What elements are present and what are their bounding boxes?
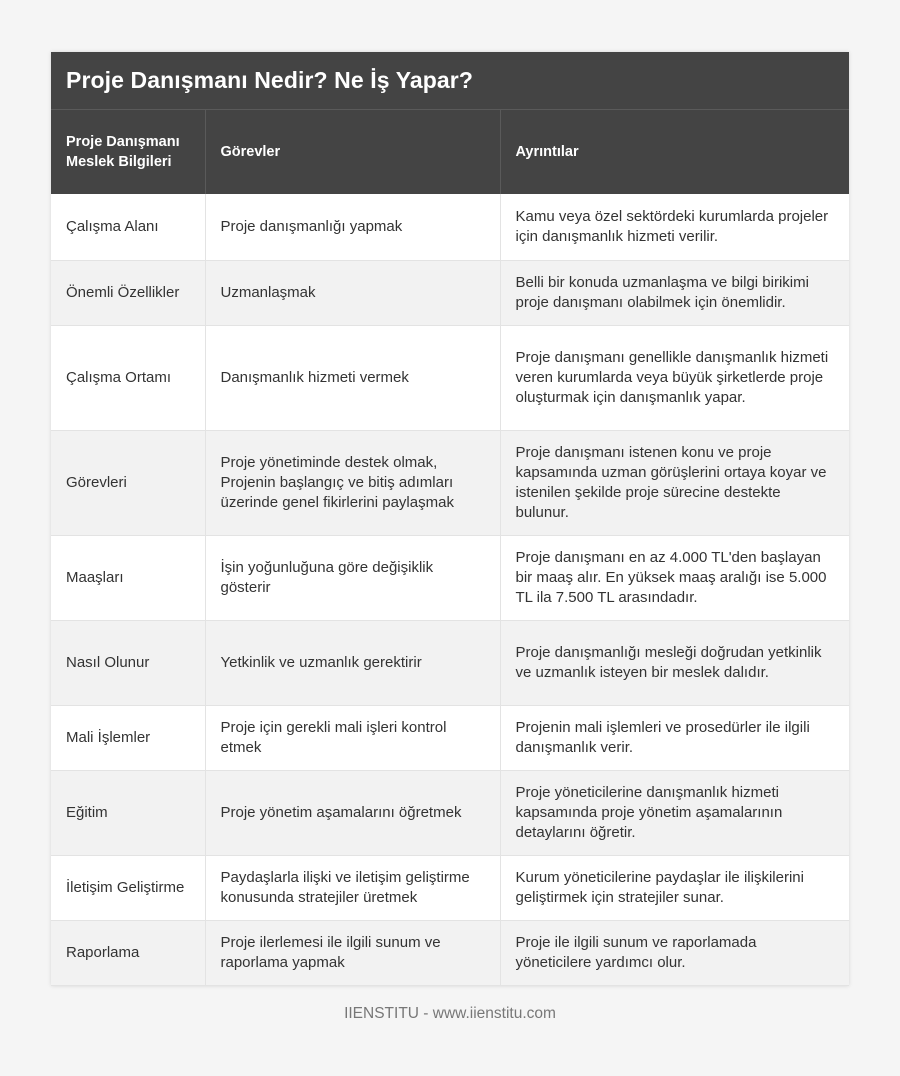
row-detail: Proje ile ilgili sunum ve raporlamada yöneticilere yardımcı olur.: [500, 920, 849, 985]
row-detail: Belli bir konuda uzmanlaşma ve bilgi birikimi proje danışmanı olabilmek için önemlidir.: [500, 260, 849, 325]
column-header-duties: Görevler: [205, 110, 500, 194]
row-duty: Proje danışmanlığı yapmak: [205, 194, 500, 260]
row-detail: Proje yöneticilerine danışmanlık hizmeti kapsamında proje yönetim aşamalarının detaylarını öğretir.: [500, 770, 849, 855]
table-row: [51, 325, 849, 430]
row-detail: Kurum yöneticilerine paydaşlar ile ilişkilerini geliştirmek için stratejiler sunar.: [500, 855, 849, 920]
table-row: [51, 705, 849, 770]
table-row: [51, 430, 849, 535]
row-detail: Projenin mali işlemleri ve prosedürler ile ilgili danışmanlık verir.: [500, 705, 849, 770]
table-row: [51, 260, 849, 325]
row-label: Çalışma Ortamı: [51, 325, 205, 430]
row-duty: Proje için gerekli mali işleri kontrol etmek: [205, 705, 500, 770]
info-table: [51, 110, 849, 986]
table-row: [51, 770, 849, 855]
table-row: [51, 194, 849, 260]
row-duty: Yetkinlik ve uzmanlık gerektirir: [205, 620, 500, 705]
row-duty: Proje yönetiminde destek olmak, Projenin başlangıç ve bitiş adımları üzerinde genel fikirlerini paylaşmak: [205, 430, 500, 535]
row-label: Çalışma Alanı: [51, 194, 205, 260]
table-row: [51, 620, 849, 705]
row-detail: Proje danışmanı en az 4.000 TL'den başlayan bir maaş alır. En yüksek maaş aralığı ise 5.000 TL ila 7.500 TL arasındadır.: [500, 535, 849, 620]
row-label: Maaşları: [51, 535, 205, 620]
row-label: Eğitim: [51, 770, 205, 855]
row-label: Mali İşlemler: [51, 705, 205, 770]
row-label: Nasıl Olunur: [51, 620, 205, 705]
row-duty: Danışmanlık hizmeti vermek: [205, 325, 500, 430]
row-label: Raporlama: [51, 920, 205, 985]
row-detail: Proje danışmanı istenen konu ve proje kapsamında uzman görüşlerini ortaya koyar ve istenilen şekilde proje sürecine destekte bulunur.: [500, 430, 849, 535]
column-header-details: Ayrıntılar: [500, 110, 849, 194]
row-label: İletişim Geliştirme: [51, 855, 205, 920]
table-row: [51, 535, 849, 620]
row-detail: Kamu veya özel sektördeki kurumlarda projeler için danışmanlık hizmeti verilir.: [500, 194, 849, 260]
footer-credit: IIENSTITU - www.iienstitu.com: [344, 1005, 556, 1022]
page-title: Proje Danışmanı Nedir? Ne İş Yapar?: [66, 67, 473, 93]
table-header-row: [51, 110, 849, 194]
row-detail: Proje danışmanı genellikle danışmanlık hizmeti veren kurumlarda veya büyük şirketlerde proje oluşturmak için danışmanlık yapar.: [500, 325, 849, 430]
row-duty: Paydaşlarla ilişki ve iletişim geliştirme konusunda stratejiler üretmek: [205, 855, 500, 920]
row-duty: Proje yönetim aşamalarını öğretmek: [205, 770, 500, 855]
table-row: [51, 920, 849, 985]
row-duty: İşin yoğunluğuna göre değişiklik gösterir: [205, 535, 500, 620]
row-label: Görevleri: [51, 430, 205, 535]
row-duty: Proje ilerlemesi ile ilgili sunum ve raporlama yapmak: [205, 920, 500, 985]
row-duty: Uzmanlaşmak: [205, 260, 500, 325]
row-detail: Proje danışmanlığı mesleği doğrudan yetkinlik ve uzmanlık isteyen bir meslek dalıdır.: [500, 620, 849, 705]
table-row: [51, 855, 849, 920]
table-card: [51, 52, 849, 986]
row-label: Önemli Özellikler: [51, 260, 205, 325]
column-header-profession: Proje Danışmanı Meslek Bilgileri: [51, 110, 205, 194]
title-bar: [51, 52, 849, 110]
